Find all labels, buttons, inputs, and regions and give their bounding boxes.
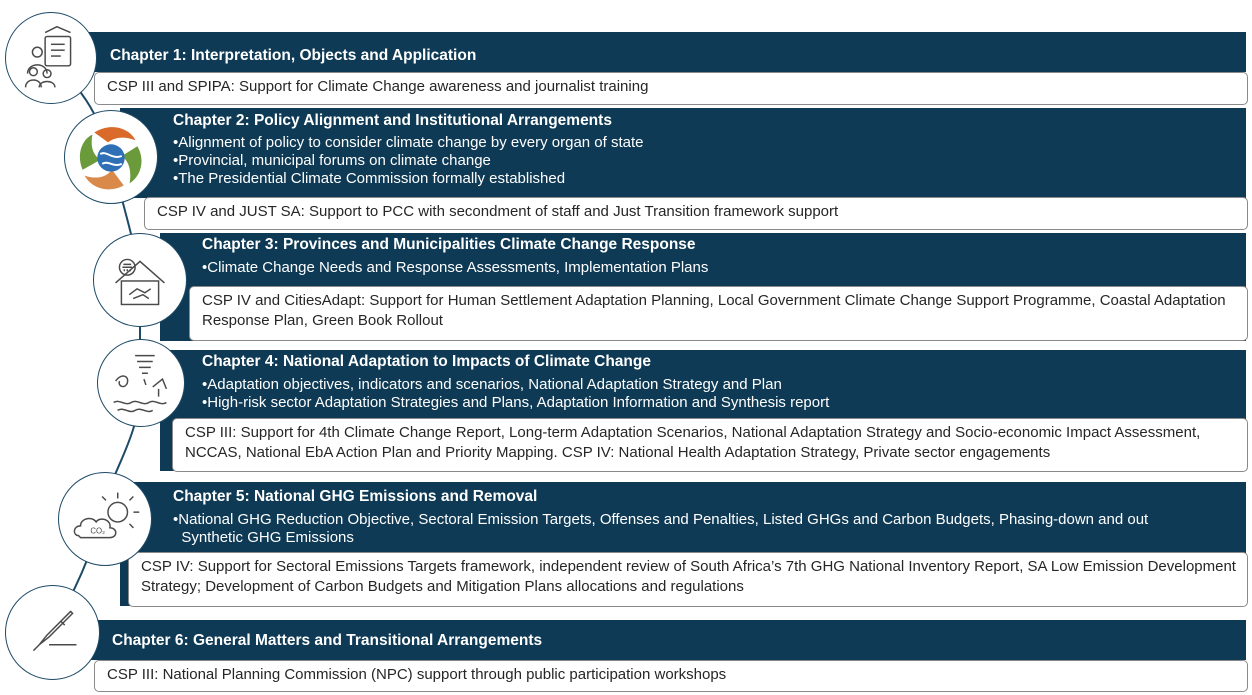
chapter-1-support-box [94,72,1248,105]
chapter-5-bullet: Synthetic GHG Emissions [173,529,354,546]
earth-hands-icon [64,110,158,204]
climate-impacts-icon [97,339,185,427]
chapter-5-bullet: •National GHG Reduction Objective, Sectoral Emission Targets, Offenses and Penalties, Listed GHGs and Carbon Budgets, Phasing-down and out [173,511,1149,528]
training-presentation-icon [5,12,97,104]
chapter-2-bullets [173,134,644,188]
chapter-4-bullets [202,376,829,412]
chapter-2-bullet: •The Presidential Climate Commission formally established [173,170,566,187]
chapter-3-bullets [202,259,708,277]
chapter-2-title: Chapter 2: Policy Alignment and Institutional Arrangements [173,112,612,129]
chapter-1-support-text: CSP III and SPIPA: Support for Climate Change awareness and journalist training [107,78,649,95]
chapter-6-support-box [94,660,1248,692]
fountain-pen-icon [5,585,100,680]
government-handshake-icon [93,233,187,327]
chapter-6-title: Chapter 6: General Matters and Transitional Arrangements [112,632,543,649]
chapter-2-support-text: CSP IV and JUST SA: Support to PCC with secondment of staff and Just Transition framework support [157,203,839,220]
chapter-1-title: Chapter 1: Interpretation, Objects and Application [110,47,477,64]
chapter-5-support-box [128,552,1248,607]
chapter-4-support-text: CSP III: Support for 4th Climate Change Report, Long-term Adaptation Scenarios, National Adaptation Strategy and Socio-economic Impact Assessment, NCCAS, National EbA Action Plan and Priority Mapping. CSP IV: National Health Adaptation Strategy, Private sector engagements [185,424,1201,461]
chapter-2-band [120,108,1246,198]
chapter-6-support-text: CSP III: National Planning Commission (NPC) support through public participation workshops [107,666,727,683]
chapter-5-bullets [173,511,1148,547]
chapter-1-band [80,32,1246,72]
chapter-4-bullet: •High-risk sector Adaptation Strategies and Plans, Adaptation Information and Synthesis report [202,394,830,411]
chapter-4-support-box [172,418,1248,472]
chapter-5-title: Chapter 5: National GHG Emissions and Removal [173,488,538,505]
chapter-2-bullet: •Provincial, municipal forums on climate change [173,152,491,169]
chapter-3-support-text: CSP IV and CitiesAdapt: Support for Human Settlement Adaptation Planning, Local Government Climate Change Support Programme, Coastal Adaptation Response Plan, Green Book Rollout [202,292,1226,329]
chapter-3-support-box [189,286,1248,341]
chapter-2-support-box [144,197,1248,230]
co2-cloud-sun-icon [58,472,152,566]
chapter-5-support-text: CSP IV: Support for Sectoral Emissions Targets framework, independent review of South Africa’s 7th GHG National Inventory Report, SA Low Emission Development Strategy; Development of Carbon Budgets and Mitigation Plans allocations and regulations [141,558,1236,595]
chapter-3-title: Chapter 3: Provinces and Municipalities Climate Change Response [202,236,696,253]
chapter-2-bullet: •Alignment of policy to consider climate change by every organ of state [173,134,644,151]
chapter-4-title: Chapter 4: National Adaptation to Impacts of Climate Change [202,353,651,370]
co2-label: CO₂ [90,526,106,536]
chapter-6-band [82,620,1246,660]
chapter-3-bullet: •Climate Change Needs and Response Assessments, Implementation Plans [202,259,709,276]
chapter-4-bullet: •Adaptation objectives, indicators and scenarios, National Adaptation Strategy and Plan [202,376,782,393]
